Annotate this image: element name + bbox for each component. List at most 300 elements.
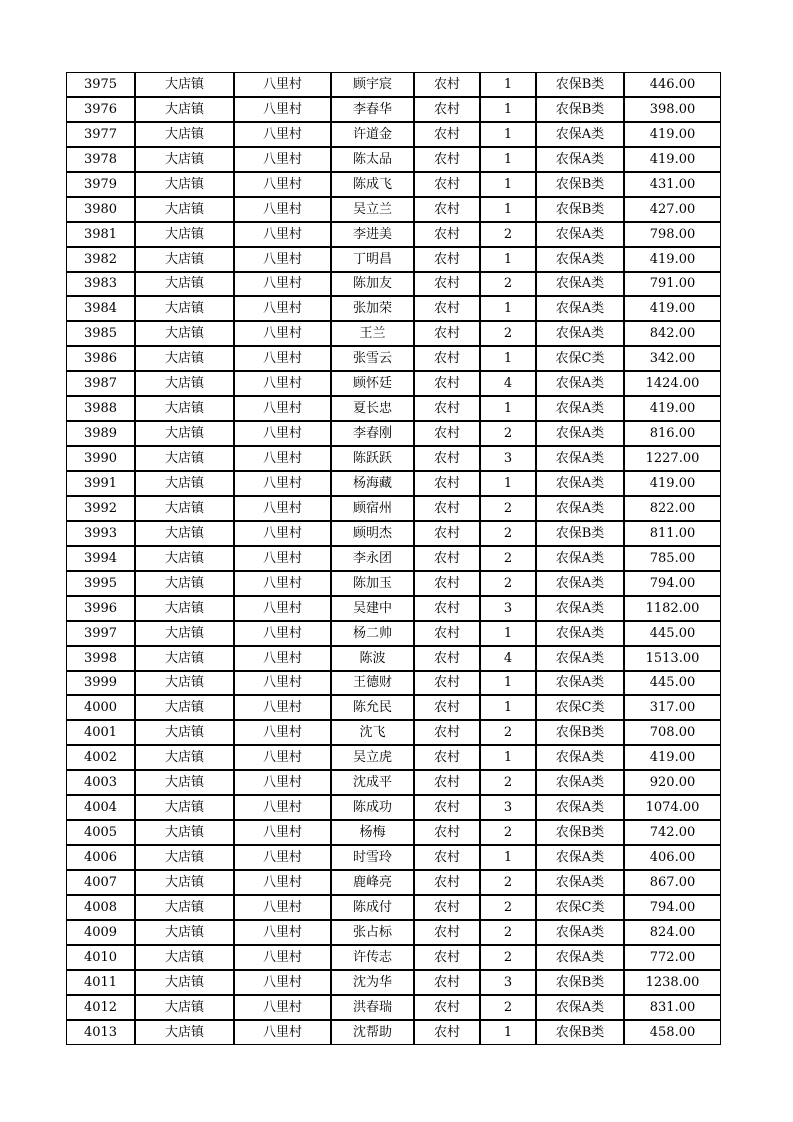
cell-village: 八里村 — [234, 471, 331, 496]
cell-record-id: 4004 — [66, 795, 135, 820]
table-row — [66, 820, 721, 845]
cell-insurance-category: 农保B类 — [536, 521, 624, 546]
table-row — [66, 895, 721, 920]
cell-person-name: 陈加友 — [331, 272, 414, 297]
table-row — [66, 197, 721, 222]
cell-person-name: 杨海藏 — [331, 471, 414, 496]
cell-village: 八里村 — [234, 671, 331, 696]
cell-town: 大店镇 — [135, 571, 234, 596]
cell-record-id: 4013 — [66, 1020, 135, 1045]
cell-person-name: 沈飞 — [331, 720, 414, 745]
cell-record-id: 4012 — [66, 995, 135, 1020]
cell-person-count: 1 — [480, 72, 536, 97]
table-row — [66, 147, 721, 172]
cell-village: 八里村 — [234, 97, 331, 122]
table-row — [66, 122, 721, 147]
cell-person-name: 陈波 — [331, 646, 414, 671]
cell-person-name: 顾明杰 — [331, 521, 414, 546]
cell-person-count: 1 — [480, 296, 536, 321]
cell-record-id: 3998 — [66, 646, 135, 671]
cell-person-name: 夏长忠 — [331, 396, 414, 421]
table-row — [66, 546, 721, 571]
cell-town: 大店镇 — [135, 1020, 234, 1045]
cell-village: 八里村 — [234, 371, 331, 396]
cell-person-name: 沈为华 — [331, 970, 414, 995]
cell-town: 大店镇 — [135, 421, 234, 446]
cell-town: 大店镇 — [135, 845, 234, 870]
cell-insurance-category: 农保A类 — [536, 296, 624, 321]
cell-person-name: 李春华 — [331, 97, 414, 122]
table-row — [66, 745, 721, 770]
cell-residence-type: 农村 — [414, 920, 480, 945]
cell-insurance-category: 农保B类 — [536, 820, 624, 845]
cell-insurance-category: 农保A类 — [536, 496, 624, 521]
table-row — [66, 970, 721, 995]
cell-person-count: 1 — [480, 346, 536, 371]
cell-insurance-category: 农保A类 — [536, 396, 624, 421]
cell-residence-type: 农村 — [414, 272, 480, 297]
cell-person-count: 1 — [480, 1020, 536, 1045]
table-row — [66, 995, 721, 1020]
table-row — [66, 247, 721, 272]
cell-town: 大店镇 — [135, 471, 234, 496]
cell-person-count: 1 — [480, 122, 536, 147]
cell-village: 八里村 — [234, 770, 331, 795]
cell-person-count: 1 — [480, 695, 536, 720]
cell-person-count: 1 — [480, 247, 536, 272]
cell-person-count: 2 — [480, 995, 536, 1020]
cell-insurance-category: 农保A类 — [536, 222, 624, 247]
cell-insurance-category: 农保A类 — [536, 421, 624, 446]
cell-person-name: 沈成平 — [331, 770, 414, 795]
cell-record-id: 4009 — [66, 920, 135, 945]
cell-town: 大店镇 — [135, 272, 234, 297]
table-row — [66, 346, 721, 371]
cell-record-id: 4011 — [66, 970, 135, 995]
cell-record-id: 3985 — [66, 321, 135, 346]
cell-person-count: 2 — [480, 920, 536, 945]
cell-town: 大店镇 — [135, 147, 234, 172]
cell-town: 大店镇 — [135, 97, 234, 122]
cell-town: 大店镇 — [135, 745, 234, 770]
cell-town: 大店镇 — [135, 895, 234, 920]
cell-insurance-category: 农保B类 — [536, 720, 624, 745]
table-row — [66, 870, 721, 895]
cell-amount: 419.00 — [624, 471, 721, 496]
table-row — [66, 446, 721, 471]
cell-person-name: 陈允民 — [331, 695, 414, 720]
cell-village: 八里村 — [234, 820, 331, 845]
cell-residence-type: 农村 — [414, 795, 480, 820]
cell-person-name: 李春刚 — [331, 421, 414, 446]
cell-amount: 446.00 — [624, 72, 721, 97]
cell-insurance-category: 农保A类 — [536, 870, 624, 895]
cell-insurance-category: 农保A类 — [536, 471, 624, 496]
cell-record-id: 3984 — [66, 296, 135, 321]
cell-person-count: 1 — [480, 147, 536, 172]
cell-town: 大店镇 — [135, 671, 234, 696]
cell-town: 大店镇 — [135, 122, 234, 147]
cell-person-name: 顾怀廷 — [331, 371, 414, 396]
cell-town: 大店镇 — [135, 646, 234, 671]
cell-village: 八里村 — [234, 521, 331, 546]
cell-residence-type: 农村 — [414, 621, 480, 646]
table-row — [66, 920, 721, 945]
cell-residence-type: 农村 — [414, 371, 480, 396]
cell-record-id: 4000 — [66, 695, 135, 720]
cell-insurance-category: 农保A类 — [536, 945, 624, 970]
cell-amount: 822.00 — [624, 496, 721, 521]
cell-residence-type: 农村 — [414, 122, 480, 147]
cell-person-name: 杨梅 — [331, 820, 414, 845]
cell-person-count: 2 — [480, 770, 536, 795]
cell-record-id: 3980 — [66, 197, 135, 222]
cell-insurance-category: 农保B类 — [536, 970, 624, 995]
cell-village: 八里村 — [234, 321, 331, 346]
cell-record-id: 3977 — [66, 122, 135, 147]
cell-residence-type: 农村 — [414, 97, 480, 122]
cell-person-count: 2 — [480, 272, 536, 297]
cell-village: 八里村 — [234, 446, 331, 471]
cell-record-id: 3999 — [66, 671, 135, 696]
cell-town: 大店镇 — [135, 720, 234, 745]
cell-town: 大店镇 — [135, 371, 234, 396]
cell-person-name: 鹿峰亮 — [331, 870, 414, 895]
cell-village: 八里村 — [234, 247, 331, 272]
cell-person-count: 2 — [480, 945, 536, 970]
cell-person-count: 1 — [480, 396, 536, 421]
cell-residence-type: 农村 — [414, 546, 480, 571]
cell-amount: 406.00 — [624, 845, 721, 870]
cell-insurance-category: 农保A类 — [536, 795, 624, 820]
cell-residence-type: 农村 — [414, 197, 480, 222]
cell-person-count: 4 — [480, 371, 536, 396]
cell-insurance-category: 农保A类 — [536, 671, 624, 696]
cell-village: 八里村 — [234, 695, 331, 720]
cell-insurance-category: 农保B类 — [536, 172, 624, 197]
cell-record-id: 3975 — [66, 72, 135, 97]
cell-town: 大店镇 — [135, 521, 234, 546]
cell-amount: 419.00 — [624, 147, 721, 172]
cell-village: 八里村 — [234, 920, 331, 945]
table-row — [66, 596, 721, 621]
cell-person-count: 3 — [480, 446, 536, 471]
cell-person-count: 1 — [480, 97, 536, 122]
cell-insurance-category: 农保C类 — [536, 895, 624, 920]
cell-village: 八里村 — [234, 197, 331, 222]
cell-town: 大店镇 — [135, 172, 234, 197]
cell-town: 大店镇 — [135, 970, 234, 995]
cell-village: 八里村 — [234, 346, 331, 371]
cell-residence-type: 农村 — [414, 695, 480, 720]
cell-insurance-category: 农保B类 — [536, 197, 624, 222]
table-row — [66, 72, 721, 97]
cell-amount: 419.00 — [624, 247, 721, 272]
cell-village: 八里村 — [234, 1020, 331, 1045]
table-row — [66, 671, 721, 696]
cell-village: 八里村 — [234, 147, 331, 172]
cell-person-name: 王兰 — [331, 321, 414, 346]
cell-village: 八里村 — [234, 122, 331, 147]
cell-residence-type: 农村 — [414, 995, 480, 1020]
cell-person-count: 2 — [480, 496, 536, 521]
cell-amount: 445.00 — [624, 671, 721, 696]
cell-insurance-category: 农保A类 — [536, 147, 624, 172]
cell-town: 大店镇 — [135, 247, 234, 272]
cell-person-count: 2 — [480, 521, 536, 546]
cell-person-name: 顾宇宸 — [331, 72, 414, 97]
cell-town: 大店镇 — [135, 870, 234, 895]
cell-person-name: 吴建中 — [331, 596, 414, 621]
cell-residence-type: 农村 — [414, 945, 480, 970]
cell-insurance-category: 农保B类 — [536, 1020, 624, 1045]
cell-town: 大店镇 — [135, 695, 234, 720]
cell-village: 八里村 — [234, 496, 331, 521]
cell-amount: 1424.00 — [624, 371, 721, 396]
cell-person-count: 1 — [480, 172, 536, 197]
cell-record-id: 3983 — [66, 272, 135, 297]
table-row — [66, 172, 721, 197]
cell-record-id: 4006 — [66, 845, 135, 870]
cell-village: 八里村 — [234, 571, 331, 596]
cell-residence-type: 农村 — [414, 346, 480, 371]
cell-record-id: 3982 — [66, 247, 135, 272]
cell-insurance-category: 农保A类 — [536, 371, 624, 396]
cell-amount: 1074.00 — [624, 795, 721, 820]
cell-record-id: 3976 — [66, 97, 135, 122]
cell-amount: 708.00 — [624, 720, 721, 745]
cell-residence-type: 农村 — [414, 820, 480, 845]
cell-amount: 342.00 — [624, 346, 721, 371]
cell-town: 大店镇 — [135, 795, 234, 820]
cell-amount: 811.00 — [624, 521, 721, 546]
cell-amount: 794.00 — [624, 895, 721, 920]
cell-amount: 1227.00 — [624, 446, 721, 471]
table-row — [66, 795, 721, 820]
cell-town: 大店镇 — [135, 546, 234, 571]
cell-person-name: 陈太品 — [331, 147, 414, 172]
table-row — [66, 521, 721, 546]
cell-amount: 791.00 — [624, 272, 721, 297]
cell-amount: 867.00 — [624, 870, 721, 895]
cell-person-count: 1 — [480, 621, 536, 646]
cell-record-id: 4008 — [66, 895, 135, 920]
cell-town: 大店镇 — [135, 596, 234, 621]
cell-person-name: 沈帮助 — [331, 1020, 414, 1045]
cell-village: 八里村 — [234, 296, 331, 321]
table-row — [66, 720, 721, 745]
cell-residence-type: 农村 — [414, 172, 480, 197]
cell-residence-type: 农村 — [414, 421, 480, 446]
cell-residence-type: 农村 — [414, 296, 480, 321]
cell-person-count: 1 — [480, 671, 536, 696]
cell-record-id: 4003 — [66, 770, 135, 795]
table-row — [66, 496, 721, 521]
cell-amount: 431.00 — [624, 172, 721, 197]
cell-insurance-category: 农保B类 — [536, 97, 624, 122]
cell-village: 八里村 — [234, 945, 331, 970]
cell-residence-type: 农村 — [414, 895, 480, 920]
cell-insurance-category: 农保A类 — [536, 920, 624, 945]
cell-person-count: 2 — [480, 546, 536, 571]
cell-amount: 458.00 — [624, 1020, 721, 1045]
cell-town: 大店镇 — [135, 321, 234, 346]
cell-village: 八里村 — [234, 845, 331, 870]
cell-insurance-category: 农保C类 — [536, 695, 624, 720]
cell-residence-type: 农村 — [414, 521, 480, 546]
cell-record-id: 3987 — [66, 371, 135, 396]
cell-insurance-category: 农保A类 — [536, 646, 624, 671]
cell-residence-type: 农村 — [414, 147, 480, 172]
cell-record-id: 4007 — [66, 870, 135, 895]
cell-person-count: 1 — [480, 845, 536, 870]
cell-residence-type: 农村 — [414, 596, 480, 621]
cell-residence-type: 农村 — [414, 321, 480, 346]
table-row — [66, 621, 721, 646]
cell-residence-type: 农村 — [414, 720, 480, 745]
cell-person-count: 1 — [480, 471, 536, 496]
table-row — [66, 646, 721, 671]
cell-person-name: 陈加玉 — [331, 571, 414, 596]
cell-record-id: 3990 — [66, 446, 135, 471]
cell-residence-type: 农村 — [414, 496, 480, 521]
cell-residence-type: 农村 — [414, 845, 480, 870]
cell-town: 大店镇 — [135, 621, 234, 646]
cell-village: 八里村 — [234, 745, 331, 770]
cell-amount: 794.00 — [624, 571, 721, 596]
cell-amount: 445.00 — [624, 621, 721, 646]
cell-residence-type: 农村 — [414, 72, 480, 97]
cell-insurance-category: 农保A类 — [536, 621, 624, 646]
cell-residence-type: 农村 — [414, 471, 480, 496]
cell-record-id: 3978 — [66, 147, 135, 172]
cell-town: 大店镇 — [135, 995, 234, 1020]
cell-person-name: 吴立虎 — [331, 745, 414, 770]
table-row — [66, 222, 721, 247]
cell-person-count: 2 — [480, 870, 536, 895]
cell-amount: 419.00 — [624, 745, 721, 770]
cell-person-count: 2 — [480, 222, 536, 247]
cell-village: 八里村 — [234, 222, 331, 247]
cell-residence-type: 农村 — [414, 396, 480, 421]
cell-town: 大店镇 — [135, 396, 234, 421]
cell-amount: 842.00 — [624, 321, 721, 346]
cell-person-name: 张雪云 — [331, 346, 414, 371]
cell-town: 大店镇 — [135, 72, 234, 97]
table-row — [66, 471, 721, 496]
cell-person-count: 2 — [480, 421, 536, 446]
cell-insurance-category: 农保A类 — [536, 845, 624, 870]
cell-town: 大店镇 — [135, 820, 234, 845]
cell-insurance-category: 农保A类 — [536, 272, 624, 297]
cell-person-name: 陈成飞 — [331, 172, 414, 197]
cell-person-count: 3 — [480, 795, 536, 820]
cell-person-name: 陈成功 — [331, 795, 414, 820]
cell-amount: 317.00 — [624, 695, 721, 720]
cell-town: 大店镇 — [135, 920, 234, 945]
cell-person-name: 吴立兰 — [331, 197, 414, 222]
cell-record-id: 3997 — [66, 621, 135, 646]
cell-village: 八里村 — [234, 870, 331, 895]
cell-residence-type: 农村 — [414, 671, 480, 696]
cell-insurance-category: 农保A类 — [536, 571, 624, 596]
cell-record-id: 3994 — [66, 546, 135, 571]
cell-village: 八里村 — [234, 272, 331, 297]
cell-insurance-category: 农保A类 — [536, 995, 624, 1020]
table-row — [66, 272, 721, 297]
cell-village: 八里村 — [234, 72, 331, 97]
table-row — [66, 1020, 721, 1045]
cell-village: 八里村 — [234, 596, 331, 621]
cell-record-id: 4001 — [66, 720, 135, 745]
cell-person-name: 丁明昌 — [331, 247, 414, 272]
cell-person-count: 1 — [480, 197, 536, 222]
cell-village: 八里村 — [234, 720, 331, 745]
cell-insurance-category: 农保A类 — [536, 546, 624, 571]
cell-insurance-category: 农保A类 — [536, 247, 624, 272]
table-row — [66, 770, 721, 795]
cell-amount: 419.00 — [624, 296, 721, 321]
cell-person-name: 李进美 — [331, 222, 414, 247]
table-row — [66, 97, 721, 122]
cell-record-id: 3993 — [66, 521, 135, 546]
cell-village: 八里村 — [234, 546, 331, 571]
cell-insurance-category: 农保C类 — [536, 346, 624, 371]
cell-insurance-category: 农保A类 — [536, 770, 624, 795]
cell-village: 八里村 — [234, 646, 331, 671]
cell-village: 八里村 — [234, 970, 331, 995]
cell-person-name: 陈成付 — [331, 895, 414, 920]
insurance-records-table — [66, 72, 721, 1045]
cell-person-count: 1 — [480, 745, 536, 770]
cell-amount: 1513.00 — [624, 646, 721, 671]
cell-residence-type: 农村 — [414, 745, 480, 770]
cell-residence-type: 农村 — [414, 571, 480, 596]
cell-residence-type: 农村 — [414, 870, 480, 895]
cell-village: 八里村 — [234, 795, 331, 820]
cell-person-name: 李永团 — [331, 546, 414, 571]
cell-person-name: 许传志 — [331, 945, 414, 970]
cell-person-count: 2 — [480, 720, 536, 745]
cell-residence-type: 农村 — [414, 970, 480, 995]
cell-insurance-category: 农保A类 — [536, 446, 624, 471]
cell-village: 八里村 — [234, 621, 331, 646]
cell-amount: 398.00 — [624, 97, 721, 122]
cell-insurance-category: 农保A类 — [536, 596, 624, 621]
table-row — [66, 321, 721, 346]
cell-amount: 920.00 — [624, 770, 721, 795]
cell-record-id: 4010 — [66, 945, 135, 970]
cell-person-name: 顾宿州 — [331, 496, 414, 521]
cell-record-id: 3981 — [66, 222, 135, 247]
cell-person-count: 3 — [480, 596, 536, 621]
cell-record-id: 3992 — [66, 496, 135, 521]
cell-insurance-category: 农保A类 — [536, 745, 624, 770]
cell-record-id: 3979 — [66, 172, 135, 197]
cell-person-count: 2 — [480, 571, 536, 596]
cell-amount: 785.00 — [624, 546, 721, 571]
table-row — [66, 945, 721, 970]
cell-residence-type: 农村 — [414, 1020, 480, 1045]
table-row — [66, 296, 721, 321]
cell-amount: 816.00 — [624, 421, 721, 446]
cell-town: 大店镇 — [135, 446, 234, 471]
cell-insurance-category: 农保A类 — [536, 321, 624, 346]
cell-village: 八里村 — [234, 895, 331, 920]
cell-amount: 772.00 — [624, 945, 721, 970]
cell-village: 八里村 — [234, 396, 331, 421]
cell-person-count: 3 — [480, 970, 536, 995]
